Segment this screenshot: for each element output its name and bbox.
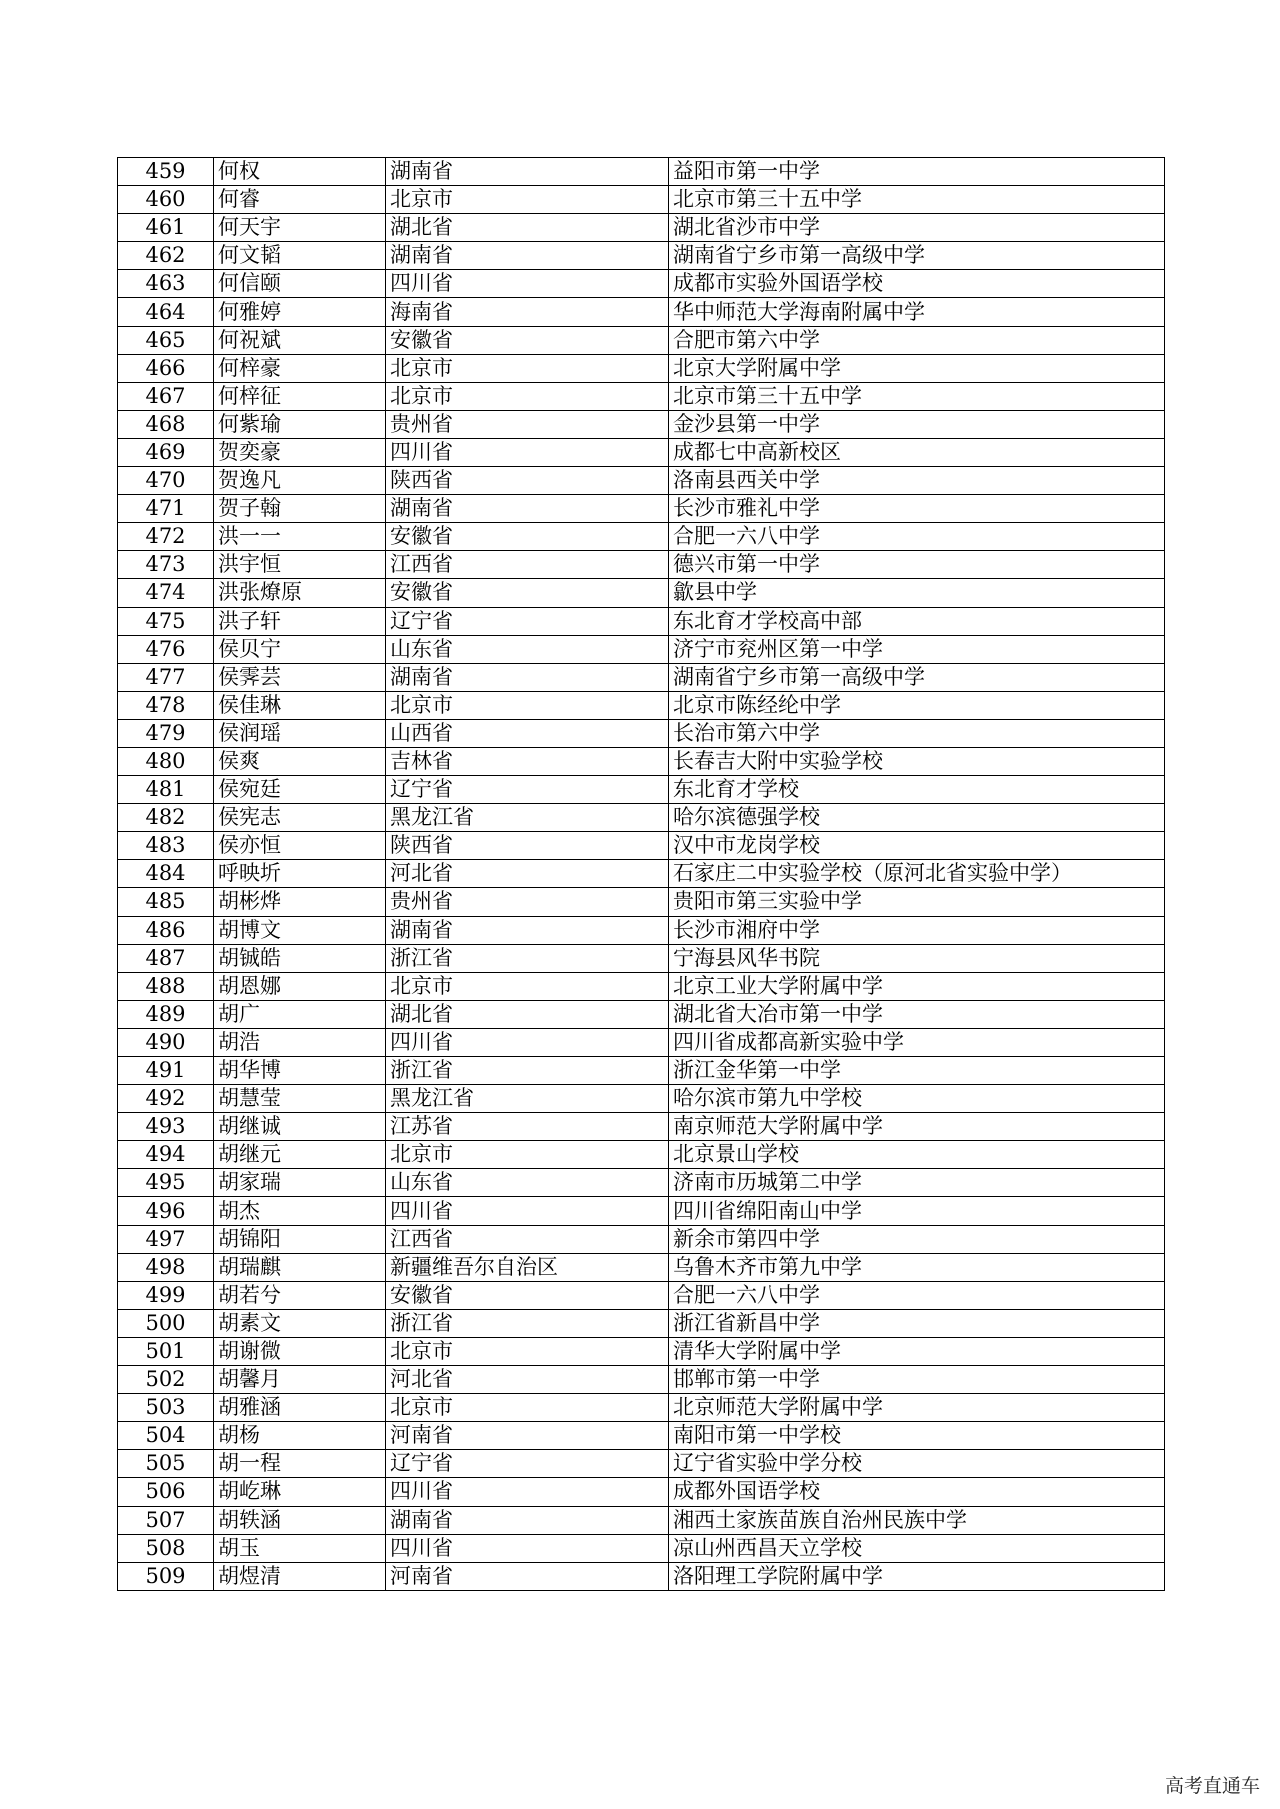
province: 湖北省 (386, 1000, 669, 1028)
province: 湖南省 (386, 663, 669, 691)
row-number: 503 (118, 1394, 214, 1422)
row-number: 477 (118, 663, 214, 691)
student-name: 胡瑞麒 (214, 1253, 386, 1281)
school-name: 长春吉大附中实验学校 (669, 747, 1165, 775)
student-name: 呼映圻 (214, 860, 386, 888)
table-row (118, 888, 1165, 916)
province: 北京市 (386, 1394, 669, 1422)
student-name: 胡雅涵 (214, 1394, 386, 1422)
row-number: 461 (118, 214, 214, 242)
school-name: 长沙市湘府中学 (669, 916, 1165, 944)
row-number: 493 (118, 1113, 214, 1141)
row-number: 491 (118, 1057, 214, 1085)
student-name: 胡博文 (214, 916, 386, 944)
school-name: 乌鲁木齐市第九中学 (669, 1253, 1165, 1281)
table-row (118, 860, 1165, 888)
school-name: 哈尔滨市第九中学校 (669, 1085, 1165, 1113)
province: 湖南省 (386, 158, 669, 186)
province: 四川省 (386, 438, 669, 466)
school-name: 成都市实验外国语学校 (669, 270, 1165, 298)
roster-body (118, 158, 1165, 1591)
table-row (118, 1000, 1165, 1028)
school-name: 长治市第六中学 (669, 719, 1165, 747)
student-name: 贺奕豪 (214, 438, 386, 466)
table-row (118, 1141, 1165, 1169)
row-number: 462 (118, 242, 214, 270)
school-name: 华中师范大学海南附属中学 (669, 298, 1165, 326)
school-name: 浙江省新昌中学 (669, 1309, 1165, 1337)
student-name: 胡彬烨 (214, 888, 386, 916)
student-name: 侯宪志 (214, 804, 386, 832)
school-name: 东北育才学校高中部 (669, 607, 1165, 635)
student-name: 何梓征 (214, 382, 386, 410)
row-number: 474 (118, 579, 214, 607)
school-name: 宁海县风华书院 (669, 944, 1165, 972)
row-number: 489 (118, 1000, 214, 1028)
table-row (118, 186, 1165, 214)
student-name: 胡继诚 (214, 1113, 386, 1141)
student-name: 胡家瑞 (214, 1169, 386, 1197)
student-name: 何文韬 (214, 242, 386, 270)
table-row (118, 1197, 1165, 1225)
table-row (118, 1337, 1165, 1365)
row-number: 473 (118, 551, 214, 579)
row-number: 495 (118, 1169, 214, 1197)
province: 陕西省 (386, 467, 669, 495)
row-number: 478 (118, 691, 214, 719)
table-row (118, 1113, 1165, 1141)
school-name: 济宁市兖州区第一中学 (669, 635, 1165, 663)
table-row (118, 663, 1165, 691)
table-row (118, 1366, 1165, 1394)
school-name: 哈尔滨德强学校 (669, 804, 1165, 832)
province: 海南省 (386, 298, 669, 326)
school-name: 石家庄二中实验学校（原河北省实验中学） (669, 860, 1165, 888)
school-name: 辽宁省实验中学分校 (669, 1450, 1165, 1478)
province: 吉林省 (386, 747, 669, 775)
student-name: 胡锦阳 (214, 1225, 386, 1253)
student-name: 胡谢微 (214, 1337, 386, 1365)
school-name: 合肥市第六中学 (669, 326, 1165, 354)
row-number: 481 (118, 776, 214, 804)
row-number: 492 (118, 1085, 214, 1113)
row-number: 483 (118, 832, 214, 860)
school-name: 四川省绵阳南山中学 (669, 1197, 1165, 1225)
school-name: 洛阳理工学院附属中学 (669, 1562, 1165, 1590)
province: 北京市 (386, 382, 669, 410)
row-number: 494 (118, 1141, 214, 1169)
school-name: 湖北省沙市中学 (669, 214, 1165, 242)
school-name: 北京景山学校 (669, 1141, 1165, 1169)
row-number: 484 (118, 860, 214, 888)
row-number: 506 (118, 1478, 214, 1506)
province: 山东省 (386, 1169, 669, 1197)
school-name: 东北育才学校 (669, 776, 1165, 804)
province: 四川省 (386, 1534, 669, 1562)
province: 河南省 (386, 1422, 669, 1450)
school-name: 歙县中学 (669, 579, 1165, 607)
row-number: 480 (118, 747, 214, 775)
row-number: 471 (118, 495, 214, 523)
student-name: 胡杰 (214, 1197, 386, 1225)
school-name: 益阳市第一中学 (669, 158, 1165, 186)
student-name: 胡华博 (214, 1057, 386, 1085)
row-number: 505 (118, 1450, 214, 1478)
province: 辽宁省 (386, 776, 669, 804)
table-row (118, 1478, 1165, 1506)
table-row (118, 1506, 1165, 1534)
student-name: 胡慧莹 (214, 1085, 386, 1113)
table-row (118, 972, 1165, 1000)
row-number: 496 (118, 1197, 214, 1225)
student-name: 侯亦恒 (214, 832, 386, 860)
school-name: 北京市第三十五中学 (669, 186, 1165, 214)
school-name: 南阳市第一中学校 (669, 1422, 1165, 1450)
row-number: 485 (118, 888, 214, 916)
student-name: 洪一一 (214, 523, 386, 551)
table-row (118, 607, 1165, 635)
school-name: 新余市第四中学 (669, 1225, 1165, 1253)
row-number: 490 (118, 1028, 214, 1056)
student-name: 侯霁芸 (214, 663, 386, 691)
student-name: 何梓豪 (214, 354, 386, 382)
row-number: 498 (118, 1253, 214, 1281)
table-row (118, 776, 1165, 804)
table-row (118, 298, 1165, 326)
table-row (118, 1028, 1165, 1056)
row-number: 501 (118, 1337, 214, 1365)
row-number: 467 (118, 382, 214, 410)
province: 山西省 (386, 719, 669, 747)
table-row (118, 719, 1165, 747)
province: 安徽省 (386, 579, 669, 607)
student-name: 侯爽 (214, 747, 386, 775)
province: 山东省 (386, 635, 669, 663)
student-name: 胡广 (214, 1000, 386, 1028)
student-name: 胡杨 (214, 1422, 386, 1450)
table-row (118, 354, 1165, 382)
table-row (118, 579, 1165, 607)
school-name: 成都外国语学校 (669, 1478, 1165, 1506)
student-name: 何天宇 (214, 214, 386, 242)
province: 北京市 (386, 691, 669, 719)
student-name: 胡恩娜 (214, 972, 386, 1000)
province: 河北省 (386, 860, 669, 888)
table-row (118, 1562, 1165, 1590)
province: 贵州省 (386, 888, 669, 916)
school-name: 洛南县西关中学 (669, 467, 1165, 495)
table-row (118, 944, 1165, 972)
table-row (118, 691, 1165, 719)
school-name: 湘西土家族苗族自治州民族中学 (669, 1506, 1165, 1534)
row-number: 497 (118, 1225, 214, 1253)
table-row (118, 270, 1165, 298)
student-name: 胡浩 (214, 1028, 386, 1056)
student-name: 胡一程 (214, 1450, 386, 1478)
table-row (118, 551, 1165, 579)
table-row (118, 1281, 1165, 1309)
province: 湖南省 (386, 242, 669, 270)
table-row (118, 242, 1165, 270)
province: 河北省 (386, 1366, 669, 1394)
student-roster-table (117, 157, 1165, 1591)
province: 四川省 (386, 1197, 669, 1225)
province: 四川省 (386, 1478, 669, 1506)
table-row (118, 1085, 1165, 1113)
province: 新疆维吾尔自治区 (386, 1253, 669, 1281)
row-number: 459 (118, 158, 214, 186)
student-name: 胡轶涵 (214, 1506, 386, 1534)
province: 湖南省 (386, 495, 669, 523)
province: 北京市 (386, 1141, 669, 1169)
school-name: 南京师范大学附属中学 (669, 1113, 1165, 1141)
school-name: 金沙县第一中学 (669, 410, 1165, 438)
province: 贵州省 (386, 410, 669, 438)
student-name: 胡馨月 (214, 1366, 386, 1394)
row-number: 508 (118, 1534, 214, 1562)
row-number: 464 (118, 298, 214, 326)
province: 黑龙江省 (386, 1085, 669, 1113)
student-name: 何紫瑜 (214, 410, 386, 438)
province: 辽宁省 (386, 607, 669, 635)
province: 四川省 (386, 270, 669, 298)
row-number: 499 (118, 1281, 214, 1309)
table-row (118, 1534, 1165, 1562)
province: 浙江省 (386, 1309, 669, 1337)
province: 河南省 (386, 1562, 669, 1590)
province: 安徽省 (386, 1281, 669, 1309)
province: 安徽省 (386, 523, 669, 551)
province: 浙江省 (386, 1057, 669, 1085)
row-number: 479 (118, 719, 214, 747)
student-name: 侯贝宁 (214, 635, 386, 663)
student-name: 贺子翰 (214, 495, 386, 523)
student-name: 胡继元 (214, 1141, 386, 1169)
province: 湖南省 (386, 916, 669, 944)
row-number: 465 (118, 326, 214, 354)
province: 陕西省 (386, 832, 669, 860)
student-name: 侯佳琳 (214, 691, 386, 719)
table-row (118, 1057, 1165, 1085)
school-name: 邯郸市第一中学 (669, 1366, 1165, 1394)
table-row (118, 1225, 1165, 1253)
table-row (118, 1394, 1165, 1422)
school-name: 德兴市第一中学 (669, 551, 1165, 579)
school-name: 四川省成都高新实验中学 (669, 1028, 1165, 1056)
row-number: 470 (118, 467, 214, 495)
school-name: 北京大学附属中学 (669, 354, 1165, 382)
province: 江西省 (386, 551, 669, 579)
school-name: 北京市第三十五中学 (669, 382, 1165, 410)
school-name: 汉中市龙岗学校 (669, 832, 1165, 860)
province: 江苏省 (386, 1113, 669, 1141)
table-row (118, 1309, 1165, 1337)
student-name: 何雅婷 (214, 298, 386, 326)
student-name: 何信颐 (214, 270, 386, 298)
row-number: 476 (118, 635, 214, 663)
province: 黑龙江省 (386, 804, 669, 832)
table-row (118, 467, 1165, 495)
table-row (118, 438, 1165, 466)
row-number: 504 (118, 1422, 214, 1450)
student-name: 洪宇恒 (214, 551, 386, 579)
student-name: 胡屹琳 (214, 1478, 386, 1506)
student-name: 侯润瑶 (214, 719, 386, 747)
table-row (118, 382, 1165, 410)
row-number: 475 (118, 607, 214, 635)
row-number: 502 (118, 1366, 214, 1394)
table-row (118, 410, 1165, 438)
table-row (118, 523, 1165, 551)
row-number: 509 (118, 1562, 214, 1590)
school-name: 北京市陈经纶中学 (669, 691, 1165, 719)
student-name: 胡铖皓 (214, 944, 386, 972)
province: 北京市 (386, 1337, 669, 1365)
school-name: 合肥一六八中学 (669, 1281, 1165, 1309)
student-name: 何祝斌 (214, 326, 386, 354)
school-name: 湖北省大冶市第一中学 (669, 1000, 1165, 1028)
row-number: 469 (118, 438, 214, 466)
student-name: 洪张燎原 (214, 579, 386, 607)
row-number: 500 (118, 1309, 214, 1337)
row-number: 488 (118, 972, 214, 1000)
row-number: 482 (118, 804, 214, 832)
school-name: 浙江金华第一中学 (669, 1057, 1165, 1085)
school-name: 北京师范大学附属中学 (669, 1394, 1165, 1422)
table-row (118, 326, 1165, 354)
student-name: 贺逸凡 (214, 467, 386, 495)
school-name: 合肥一六八中学 (669, 523, 1165, 551)
school-name: 贵阳市第三实验中学 (669, 888, 1165, 916)
row-number: 463 (118, 270, 214, 298)
school-name: 清华大学附属中学 (669, 1337, 1165, 1365)
student-name: 何睿 (214, 186, 386, 214)
province: 浙江省 (386, 944, 669, 972)
province: 北京市 (386, 354, 669, 382)
row-number: 460 (118, 186, 214, 214)
student-name: 胡煜清 (214, 1562, 386, 1590)
table-row (118, 1422, 1165, 1450)
province: 湖南省 (386, 1506, 669, 1534)
row-number: 487 (118, 944, 214, 972)
school-name: 北京工业大学附属中学 (669, 972, 1165, 1000)
school-name: 湖南省宁乡市第一高级中学 (669, 663, 1165, 691)
table-row (118, 1450, 1165, 1478)
province: 安徽省 (386, 326, 669, 354)
school-name: 凉山州西昌天立学校 (669, 1534, 1165, 1562)
table-row (118, 1169, 1165, 1197)
school-name: 湖南省宁乡市第一高级中学 (669, 242, 1165, 270)
student-name: 侯宛廷 (214, 776, 386, 804)
table-row (118, 635, 1165, 663)
watermark-text: 高考直通车 (1164, 1775, 1260, 1797)
table-row (118, 214, 1165, 242)
table-row (118, 832, 1165, 860)
row-number: 486 (118, 916, 214, 944)
table-row (118, 916, 1165, 944)
table-row (118, 158, 1165, 186)
province: 湖北省 (386, 214, 669, 242)
student-name: 何权 (214, 158, 386, 186)
table-row (118, 804, 1165, 832)
row-number: 507 (118, 1506, 214, 1534)
student-name: 胡素文 (214, 1309, 386, 1337)
student-name: 胡玉 (214, 1534, 386, 1562)
table-row (118, 747, 1165, 775)
province: 北京市 (386, 972, 669, 1000)
school-name: 济南市历城第二中学 (669, 1169, 1165, 1197)
province: 北京市 (386, 186, 669, 214)
student-name: 洪子轩 (214, 607, 386, 635)
row-number: 468 (118, 410, 214, 438)
province: 四川省 (386, 1028, 669, 1056)
province: 辽宁省 (386, 1450, 669, 1478)
student-name: 胡若兮 (214, 1281, 386, 1309)
row-number: 466 (118, 354, 214, 382)
province: 江西省 (386, 1225, 669, 1253)
table-row (118, 495, 1165, 523)
school-name: 成都七中高新校区 (669, 438, 1165, 466)
school-name: 长沙市雅礼中学 (669, 495, 1165, 523)
table-row (118, 1253, 1165, 1281)
row-number: 472 (118, 523, 214, 551)
